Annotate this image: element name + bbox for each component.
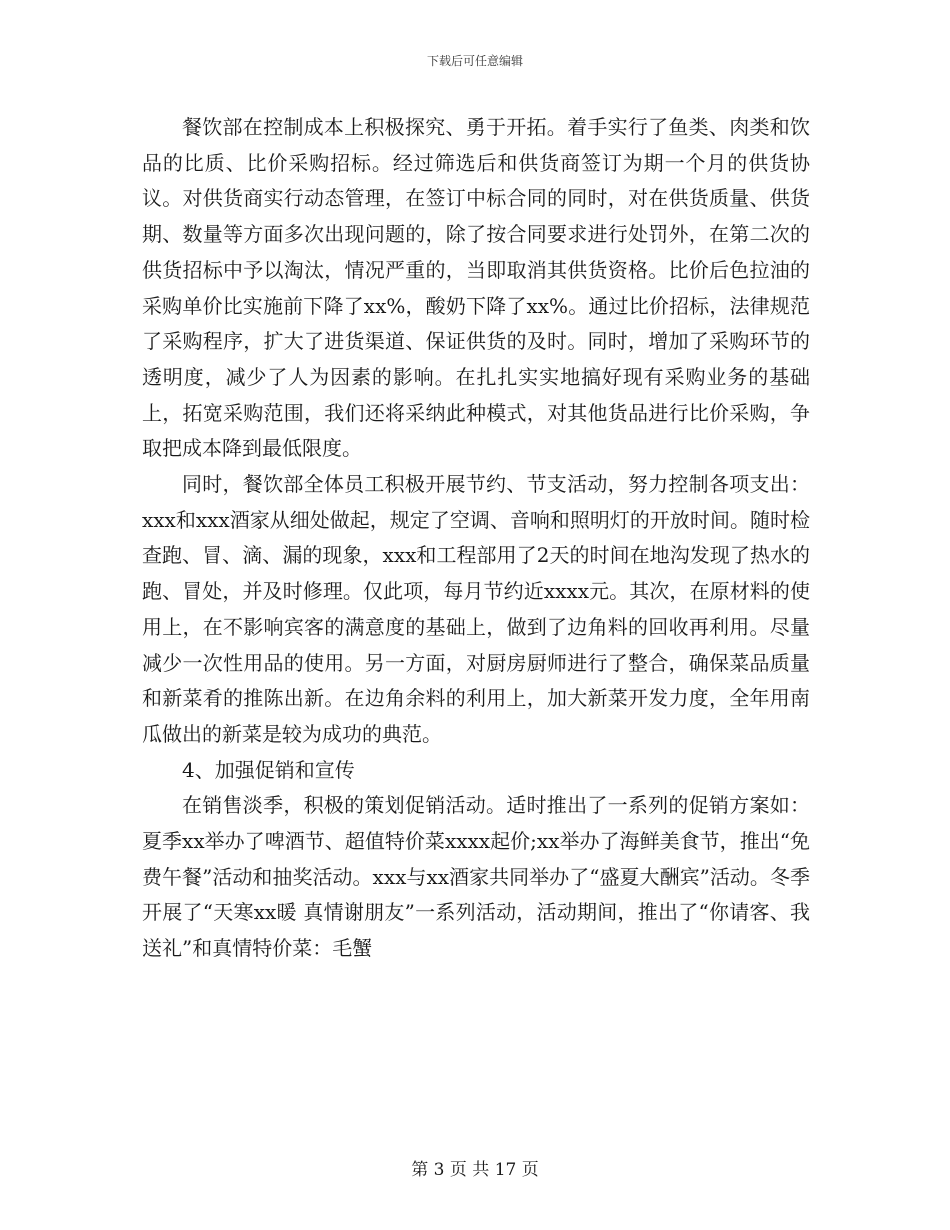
page-number-footer: 第 3 页 共 17 页	[411, 1160, 539, 1180]
paragraph-procurement: 餐饮部在控制成本上积极探究、勇于开拓。着手实行了鱼类、肉类和饮品的比质、比价采购招标。经过筛选后和供货商签订为期一个月的供货协议。对供货商实行动态管理，在签订中标合同的同时，对在供货质量、供货期、数量等方面多次出现问题的，除了按合同要求进行处罚外，在第二次的供货招标中予以淘汰，情况严重的，当即取消其供货资格。比价后色拉油的采购单价比实施前下降了xx%，酸奶下降了xx%。通过比价招标，法律规范了采购程序，扩大了进货渠道、保证供货的及时。同时，增加了采购环节的透明度，减少了人为因素的影响。在扎扎实实地搞好现有采购业务的基础上，拓宽采购范围，我们还将采纳此种模式，对其他货品进行比价采购，争取把成本降到最低限度。	[142, 115, 810, 461]
page-header: 下载后可任意编辑	[426, 54, 523, 68]
section-heading-promotion: 4、加强促销和宣传	[182, 757, 355, 782]
document-body	[142, 110, 810, 967]
paragraph-cost-saving: 同时，餐饮部全体员工积极开展节约、节支活动，努力控制各项支出：xxx和xxx酒家从细处做起，规定了空调、音响和照明灯的开放时间。随时检查跑、冒、滴、漏的现象，xxx和工程部用了2天的时间在地沟发现了热水的跑、冒处，并及时修理。仅此项，每月节约近xxxx元。其次，在原材料的使用上，在不影响宾客的满意度的基础上，做到了边角料的回收再利用。尽量减少一次性用品的使用。另一方面，对厨房厨师进行了整合，确保菜品质量和新菜肴的推陈出新。在边角余料的利用上，加大新菜开发力度，全年用南瓜做出的新菜是较为成功的典范。	[142, 472, 810, 746]
paragraph-promotion: 在销售淡季，积极的策划促销活动。适时推出了一系列的促销方案如：夏季xx举办了啤酒节、超值特价菜xxxx起价;xx举办了海鲜美食节，推出“免费午餐”活动和抽奖活动。xxx与xx酒家共同举办了“盛夏大酬宾”活动。冬季开展了“天寒xx暖 真情谢朋友”一系列活动，活动期间，推出了“你请客、我送礼”和真情特价菜：毛蟹	[142, 793, 810, 961]
